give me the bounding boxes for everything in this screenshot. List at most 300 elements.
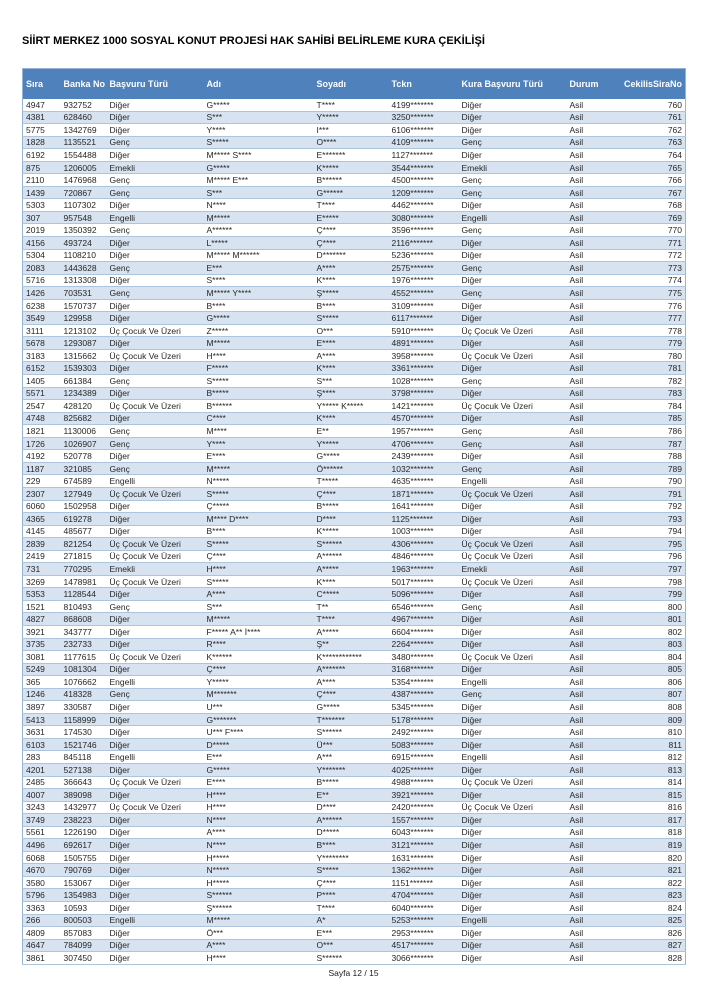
column-header: Kura Başvuru Türü xyxy=(459,69,567,100)
table-row xyxy=(23,99,686,111)
cell: 760 xyxy=(607,99,686,111)
cell: E***** xyxy=(314,211,389,224)
cell: 4809 xyxy=(23,927,61,940)
cell: 4387******* xyxy=(389,688,459,701)
cell: 820 xyxy=(607,851,686,864)
cell: 801 xyxy=(607,613,686,626)
cell: Diğer xyxy=(107,387,204,400)
cell: Ç***** xyxy=(204,500,314,513)
cell: G****** xyxy=(314,186,389,199)
cell: 2485 xyxy=(23,776,61,789)
cell: Asil xyxy=(567,676,607,689)
cell: Diğer xyxy=(459,638,567,651)
table-row xyxy=(23,726,686,739)
table-row xyxy=(23,400,686,413)
cell: Genç xyxy=(107,425,204,438)
table-row xyxy=(23,299,686,312)
cell: 1177615 xyxy=(61,651,107,664)
table-row xyxy=(23,688,686,701)
cell: Emekli xyxy=(107,161,204,174)
cell: 5413 xyxy=(23,713,61,726)
cell: 343777 xyxy=(61,625,107,638)
cell: M***** S**** xyxy=(204,149,314,162)
cell: T******* xyxy=(314,713,389,726)
cell: Diğer xyxy=(459,902,567,915)
cell: 822 xyxy=(607,876,686,889)
column-header: Adı xyxy=(204,69,314,100)
cell: Ç**** xyxy=(314,487,389,500)
table-row xyxy=(23,437,686,450)
cell: Z***** xyxy=(204,324,314,337)
cell: M***** xyxy=(204,462,314,475)
cell: 5304 xyxy=(23,249,61,262)
cell: Diğer xyxy=(107,337,204,350)
cell: Asil xyxy=(567,927,607,940)
cell: 3361******* xyxy=(389,362,459,375)
cell: Diğer xyxy=(107,663,204,676)
cell: D***** xyxy=(204,738,314,751)
cell: 1108210 xyxy=(61,249,107,262)
cell: 674589 xyxy=(61,475,107,488)
cell: 2420******* xyxy=(389,801,459,814)
cell: Engelli xyxy=(459,676,567,689)
cell: 4570******* xyxy=(389,412,459,425)
cell: Asil xyxy=(567,174,607,187)
cell: D******* xyxy=(314,249,389,262)
cell: 3631 xyxy=(23,726,61,739)
cell: Asil xyxy=(567,613,607,626)
cell: E** xyxy=(314,425,389,438)
cell: Genç xyxy=(107,186,204,199)
cell: Asil xyxy=(567,688,607,701)
cell: M***** xyxy=(204,613,314,626)
cell: K**** xyxy=(314,362,389,375)
cell: 1821 xyxy=(23,425,61,438)
cell: Y**** xyxy=(204,124,314,137)
cell: 778 xyxy=(607,324,686,337)
cell: Diğer xyxy=(459,274,567,287)
cell: 777 xyxy=(607,312,686,325)
cell: M***** xyxy=(204,211,314,224)
cell: Diğer xyxy=(107,312,204,325)
cell: K**** xyxy=(314,274,389,287)
cell: 4007 xyxy=(23,789,61,802)
cell: H***** xyxy=(204,876,314,889)
cell: Asil xyxy=(567,249,607,262)
table-row xyxy=(23,927,686,940)
cell: 1246 xyxy=(23,688,61,701)
cell: R**** xyxy=(204,638,314,651)
cell: 1443628 xyxy=(61,262,107,275)
cell: 485677 xyxy=(61,525,107,538)
cell: 2264******* xyxy=(389,638,459,651)
cell: Y******** xyxy=(314,851,389,864)
cell: A******* xyxy=(314,663,389,676)
cell: B***** xyxy=(314,500,389,513)
cell: 1003******* xyxy=(389,525,459,538)
cell: 1641******* xyxy=(389,500,459,513)
cell: S***** xyxy=(314,864,389,877)
cell: Asil xyxy=(567,939,607,952)
cell: 815 xyxy=(607,789,686,802)
cell: Asil xyxy=(567,889,607,902)
cell: B****** xyxy=(204,400,314,413)
cell: 1421******* xyxy=(389,400,459,413)
cell: B***** xyxy=(204,387,314,400)
cell: 1032******* xyxy=(389,462,459,475)
cell: Diğer xyxy=(459,387,567,400)
cell: Üç Çocuk Ve Üzeri xyxy=(459,324,567,337)
cell: H***** xyxy=(204,851,314,864)
cell: 817 xyxy=(607,814,686,827)
cell: E*** xyxy=(204,262,314,275)
table-row xyxy=(23,425,686,438)
cell: Üç Çocuk Ve Üzeri xyxy=(107,550,204,563)
cell: 774 xyxy=(607,274,686,287)
cell: 781 xyxy=(607,362,686,375)
cell: Diğer xyxy=(107,412,204,425)
table-row xyxy=(23,713,686,726)
cell: Diğer xyxy=(107,525,204,538)
cell: G***** xyxy=(204,763,314,776)
cell: 1158999 xyxy=(61,713,107,726)
cell: Diğer xyxy=(107,839,204,852)
cell: Engelli xyxy=(107,751,204,764)
cell: 932752 xyxy=(61,99,107,111)
table-row xyxy=(23,387,686,400)
cell: 769 xyxy=(607,211,686,224)
cell: Asil xyxy=(567,625,607,638)
cell: C***** xyxy=(314,588,389,601)
cell: 812 xyxy=(607,751,686,764)
cell: 799 xyxy=(607,588,686,601)
cell: Diğer xyxy=(459,789,567,802)
cell: N***** xyxy=(204,475,314,488)
cell: Üç Çocuk Ve Üzeri xyxy=(107,801,204,814)
cell: M***** M****** xyxy=(204,249,314,262)
cell: S***** xyxy=(204,575,314,588)
cell: 1963******* xyxy=(389,563,459,576)
cell: Üç Çocuk Ve Üzeri xyxy=(459,575,567,588)
cell: Asil xyxy=(567,136,607,149)
cell: 129958 xyxy=(61,312,107,325)
cell: Diğer xyxy=(107,789,204,802)
cell: G***** xyxy=(314,450,389,463)
cell: 4706******* xyxy=(389,437,459,450)
cell: 771 xyxy=(607,237,686,250)
cell: 767 xyxy=(607,186,686,199)
cell: 1213102 xyxy=(61,324,107,337)
cell: Asil xyxy=(567,211,607,224)
cell: 773 xyxy=(607,262,686,275)
cell: 5353 xyxy=(23,588,61,601)
cell: Üç Çocuk Ve Üzeri xyxy=(107,349,204,362)
cell: 821 xyxy=(607,864,686,877)
cell: 1554488 xyxy=(61,149,107,162)
cell: Asil xyxy=(567,475,607,488)
cell: Asil xyxy=(567,362,607,375)
table-row xyxy=(23,588,686,601)
cell: A**** xyxy=(204,939,314,952)
cell: 3243 xyxy=(23,801,61,814)
cell: Diğer xyxy=(107,625,204,638)
cell: Genç xyxy=(459,437,567,450)
cell: Asil xyxy=(567,149,607,162)
cell: 779 xyxy=(607,337,686,350)
table-row xyxy=(23,600,686,613)
cell: 798 xyxy=(607,575,686,588)
cell: Diğer xyxy=(107,362,204,375)
table-row xyxy=(23,136,686,149)
cell: 784099 xyxy=(61,939,107,952)
cell: K***** xyxy=(314,525,389,538)
cell: Diğer xyxy=(459,738,567,751)
cell: 782 xyxy=(607,375,686,388)
page-number: Sayfa 12 / 15 xyxy=(328,968,379,978)
table-row xyxy=(23,701,686,714)
cell: 796 xyxy=(607,550,686,563)
cell: O*** xyxy=(314,324,389,337)
cell: 806 xyxy=(607,676,686,689)
cell: M***** xyxy=(204,337,314,350)
cell: 3081 xyxy=(23,651,61,664)
cell: 10593 xyxy=(61,902,107,915)
cell: 6040******* xyxy=(389,902,459,915)
cell: 4988******* xyxy=(389,776,459,789)
cell: Diğer xyxy=(107,588,204,601)
cell: Asil xyxy=(567,525,607,538)
cell: 2575******* xyxy=(389,262,459,275)
cell: Diğer xyxy=(459,525,567,538)
cell: S***** xyxy=(204,487,314,500)
cell: Asil xyxy=(567,337,607,350)
cell: Diğer xyxy=(459,927,567,940)
cell: 809 xyxy=(607,713,686,726)
cell: Engelli xyxy=(459,475,567,488)
cell: Asil xyxy=(567,563,607,576)
cell: Asil xyxy=(567,224,607,237)
cell: Diğer xyxy=(459,613,567,626)
cell: Asil xyxy=(567,814,607,827)
cell: 3861 xyxy=(23,952,61,965)
cell: K**** xyxy=(314,575,389,588)
cell: Ş****** xyxy=(204,902,314,915)
cell: 772 xyxy=(607,249,686,262)
cell: 1209******* xyxy=(389,186,459,199)
cell: Asil xyxy=(567,751,607,764)
cell: 3958******* xyxy=(389,349,459,362)
table-row xyxy=(23,914,686,927)
cell: 3544******* xyxy=(389,161,459,174)
cell: 3749 xyxy=(23,814,61,827)
cell: 330587 xyxy=(61,701,107,714)
cell: Asil xyxy=(567,789,607,802)
cell: 271815 xyxy=(61,550,107,563)
cell: 1570737 xyxy=(61,299,107,312)
table-row xyxy=(23,538,686,551)
cell: A* xyxy=(314,914,389,927)
cell: 1293087 xyxy=(61,337,107,350)
cell: 957548 xyxy=(61,211,107,224)
cell: 1726 xyxy=(23,437,61,450)
cell: Genç xyxy=(459,186,567,199)
cell: G***** xyxy=(314,701,389,714)
cell: Üç Çocuk Ve Üzeri xyxy=(459,400,567,413)
cell: T**** xyxy=(314,199,389,212)
table-row xyxy=(23,149,686,162)
cell: 3168******* xyxy=(389,663,459,676)
cell: A**** xyxy=(314,676,389,689)
cell: 127949 xyxy=(61,487,107,500)
table-row xyxy=(23,211,686,224)
cell: 1125******* xyxy=(389,513,459,526)
cell: 428120 xyxy=(61,400,107,413)
table-row xyxy=(23,362,686,375)
cell: Ü*** xyxy=(314,738,389,751)
cell: B***** xyxy=(314,776,389,789)
cell: E**** xyxy=(314,337,389,350)
cell: Asil xyxy=(567,487,607,500)
table-row xyxy=(23,826,686,839)
cell: 827 xyxy=(607,939,686,952)
cell: Engelli xyxy=(459,211,567,224)
cell: 766 xyxy=(607,174,686,187)
cell: 790 xyxy=(607,475,686,488)
cell: 3121******* xyxy=(389,839,459,852)
cell: Diğer xyxy=(459,889,567,902)
cell: 2019 xyxy=(23,224,61,237)
cell: A*** xyxy=(314,751,389,764)
cell: 238223 xyxy=(61,814,107,827)
cell: 6238 xyxy=(23,299,61,312)
cell: Üç Çocuk Ve Üzeri xyxy=(459,487,567,500)
table-row xyxy=(23,575,686,588)
cell: Genç xyxy=(107,462,204,475)
cell: 4500******* xyxy=(389,174,459,187)
cell: 763 xyxy=(607,136,686,149)
cell: T**** xyxy=(314,99,389,111)
table-row xyxy=(23,287,686,300)
cell: A**** xyxy=(204,826,314,839)
cell: 5096******* xyxy=(389,588,459,601)
cell: P**** xyxy=(314,889,389,902)
cell: Asil xyxy=(567,801,607,814)
cell: Diğer xyxy=(459,952,567,965)
cell: G***** xyxy=(204,99,314,111)
cell: Diğer xyxy=(459,701,567,714)
cell: S***** xyxy=(314,312,389,325)
cell: S*** xyxy=(204,111,314,124)
cell: G***** xyxy=(204,312,314,325)
cell: 3921 xyxy=(23,625,61,638)
cell: Diğer xyxy=(459,663,567,676)
cell: Genç xyxy=(459,174,567,187)
cell: 1439 xyxy=(23,186,61,199)
cell: Diğer xyxy=(459,412,567,425)
cell: 520778 xyxy=(61,450,107,463)
cell: Asil xyxy=(567,287,607,300)
table-body xyxy=(23,99,686,964)
cell: Genç xyxy=(459,287,567,300)
cell: 800503 xyxy=(61,914,107,927)
cell: 2307 xyxy=(23,487,61,500)
cell: Diğer xyxy=(107,613,204,626)
cell: U*** xyxy=(204,701,314,714)
cell: 6117******* xyxy=(389,312,459,325)
cell: Ç**** xyxy=(314,224,389,237)
table-row xyxy=(23,199,686,212)
column-header: CekilisSiraNo xyxy=(607,69,686,100)
cell: Diğer xyxy=(107,726,204,739)
cell: Diğer xyxy=(459,362,567,375)
cell: E*** xyxy=(314,927,389,940)
cell: Diğer xyxy=(107,701,204,714)
cell: Engelli xyxy=(459,914,567,927)
cell: 4635******* xyxy=(389,475,459,488)
cell: 3549 xyxy=(23,312,61,325)
cell: 1315662 xyxy=(61,349,107,362)
cell: Asil xyxy=(567,299,607,312)
cell: Diğer xyxy=(107,500,204,513)
cell: 1128544 xyxy=(61,588,107,601)
table-row xyxy=(23,161,686,174)
cell: Emekli xyxy=(107,563,204,576)
cell: Asil xyxy=(567,462,607,475)
cell: Asil xyxy=(567,550,607,563)
cell: 1226190 xyxy=(61,826,107,839)
cell: 804 xyxy=(607,651,686,664)
column-header: Soyadı xyxy=(314,69,389,100)
cell: 174530 xyxy=(61,726,107,739)
cell: C**** xyxy=(204,412,314,425)
cell: 1476968 xyxy=(61,174,107,187)
column-header: Sıra xyxy=(23,69,61,100)
cell: 3897 xyxy=(23,701,61,714)
cell: 762 xyxy=(607,124,686,137)
cell: 266 xyxy=(23,914,61,927)
cell: 1871******* xyxy=(389,487,459,500)
cell: S***** xyxy=(204,136,314,149)
cell: 703531 xyxy=(61,287,107,300)
cell: H**** xyxy=(204,789,314,802)
table-row xyxy=(23,462,686,475)
cell: 803 xyxy=(607,638,686,651)
cell: Asil xyxy=(567,387,607,400)
cell: Diğer xyxy=(107,864,204,877)
cell: 366643 xyxy=(61,776,107,789)
cell: Diğer xyxy=(107,876,204,889)
cell: Asil xyxy=(567,375,607,388)
cell: T**** xyxy=(314,613,389,626)
cell: Diğer xyxy=(459,876,567,889)
cell: Asil xyxy=(567,274,607,287)
cell: 1081304 xyxy=(61,663,107,676)
cell: 1350392 xyxy=(61,224,107,237)
cell: Genç xyxy=(107,224,204,237)
cell: 5249 xyxy=(23,663,61,676)
cell: 3798******* xyxy=(389,387,459,400)
cell: 814 xyxy=(607,776,686,789)
cell: T**** xyxy=(314,902,389,915)
cell: 3111 xyxy=(23,324,61,337)
cell: Ş***** xyxy=(314,287,389,300)
cell: 3269 xyxy=(23,575,61,588)
cell: 1362******* xyxy=(389,864,459,877)
cell: Genç xyxy=(459,224,567,237)
cell: N**** xyxy=(204,199,314,212)
cell: H**** xyxy=(204,952,314,965)
cell: Diğer xyxy=(459,713,567,726)
